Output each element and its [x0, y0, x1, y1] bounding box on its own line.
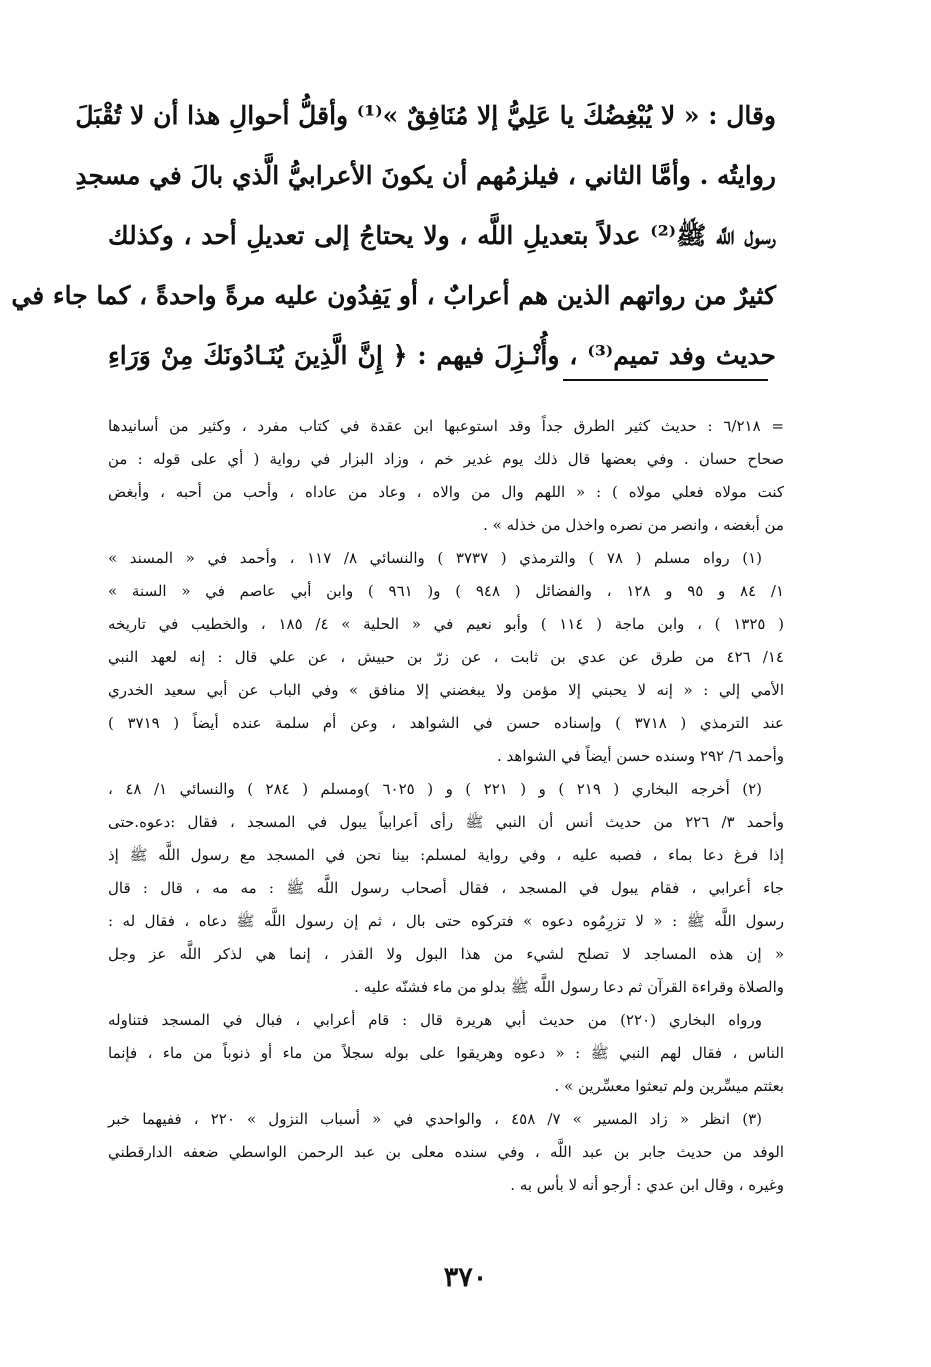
page-number: ٣٧٠ [443, 1262, 488, 1293]
footnote-line: بعثتم ميسِّرين ولم تبعثوا معسِّرين » . [554, 1077, 784, 1095]
footnote-line: (١) رواه مسلم ( ٧٨ ) والترمذي ( ٣٧٣٧ ) والنسائي ٨/ ١١٧ ، وأحمد في « المسند » [108, 549, 762, 567]
main-text-line: رسول اللَّه ﷺ⁽²⁾ عدلاً بتعديلِ اللَّه ، ولا يحتاجُ إلى تعديلِ أحد ، وكذلك [108, 221, 776, 250]
main-text-line: وقال : « لا يُبْغِضُكَ يا عَلِيُّ إلا مُنَافِقٌ »⁽¹⁾ وأقلُّ أحوالِ هذا أن لا تُقْبَلَ [75, 101, 776, 130]
footnote-line: وأحمد ٣/ ٢٢٦ من حديث أنس أن النبي ﷺ رأى أعرابياً يبول في المسجد ، فقال :دعوه.حتى [108, 813, 784, 831]
footnote-line: صحاح حسان . وفي بعضها قال ذلك يوم غدير خم ، وزاد البزار في رواية ( أي على قوله : من [108, 450, 784, 468]
footnote-line: ١/ ٨٤ و ٩٥ و ١٢٨ ، والفضائل ( ٩٤٨ ) و( ٩٦١ ) وابن أبي عاصم في « السنة » [108, 582, 785, 600]
footnotes [108, 410, 784, 1202]
footnote-line: جاء أعرابي ، فقام يبول في المسجد ، فقال أصحاب رسول اللَّه ﷺ : مه مه ، قال : قال [108, 879, 784, 897]
footnote-line: = ٦/٢١٨ : حديث كثير الطرق جداً وقد استوعبها ابن عقدة في كتاب مفرد ، وكثير من أسانيدها [108, 417, 784, 435]
footnote-line: والصلاة وقراءة القرآن ثم دعا رسول اللَّه ﷺ بدلو من ماء فشنّه عليه . [354, 978, 784, 996]
main-text-line: حديث وفد تميم⁽³⁾ ، وأُنْـزِلَ فيهم : ﴿ إِنَّ الَّذِينَ يُنَـادُونَكَ مِنْ وَرَاءِ [108, 341, 776, 370]
footnote-line: الوفد من حديث جابر بن عبد اللَّه ، وفي سنده معلى بن عبد الرحمن الواسطي ضعفه الدارقطني [108, 1143, 784, 1161]
footnote-line: (٣) انظر « زاد المسير » ٧/ ٤٥٨ ، والواحدي في « أسباب النزول » ٢٢٠ ، ففيهما خبر [108, 1110, 762, 1128]
footnote-line: وغيره ، وقال ابن عدي : أرجو أنه لا بأس به . [510, 1176, 784, 1194]
footnote-line: (٢) أخرجه البخاري ( ٢١٩ ) و ( ٢٢١ ) و ( ٦٠٢٥ )ومسلم ( ٢٨٤ ) والنسائي ١/ ٤٨ ، [108, 780, 763, 798]
footnote-line: ١٤/ ٤٢٦ من طرق عن عدي بن ثابت ، عن زرّ بن حبيش ، عن علي قال : إنه لعهد النبي [108, 648, 784, 666]
footnote-line: الناس ، فقال لهم النبي ﷺ : « دعوه وهريقوا على بوله سجلاً من ماء أو ذنوباً من ماء ، فإنما [108, 1044, 784, 1062]
footnote-line: الأمي إلي : « إنه لا يحبني إلا مؤمن ولا يبغضني إلا منافق » وفي الباب عن أبي سعيد الخدري [108, 681, 784, 699]
footnote-line: عند الترمذي ( ٣٧١٨ ) وإسناده حسن في الشواهد ، وعن أم سلمة عنده أيضاً ( ٣٧١٩ ) [108, 714, 785, 732]
footnote-line: كنت مولاه فعلي مولاه ) : « اللهم وال من والاه ، وعاد من عاداه ، وأحب من أحبه ، وأبغض [108, 483, 784, 501]
main-text-line: كثيرٌ من رواتهم الذين هم أعرابٌ ، أو يَفِدُون عليه مرةً واحدةً ، كما جاء في [11, 281, 776, 310]
footnote-line: وأحمد ٦/ ٢٩٢ وسنده حسن أيضاً في الشواهد . [497, 747, 784, 765]
footnote-line: ( ١٣٢٥ ) ، وابن ماجة ( ١١٤ ) وأبو نعيم في « الحلية » ٤/ ١٨٥ ، والخطيب في تاريخه [108, 615, 785, 633]
footnote-line: إذا فرغ دعا بماء ، فصبه عليه ، وفي رواية لمسلم: بينا نحن في المسجد مع رسول اللَّه ﷺ إذ [108, 846, 784, 864]
footnote-line: من أبغضه ، وانصر من نصره واخذل من خذله » . [483, 516, 784, 534]
footnote-line: ورواه البخاري (٢٢٠) من حديث أبي هريرة قال : قام أعرابي ، فبال في المسجد فتناوله [108, 1011, 762, 1029]
main-text-line: روايتُه . وأمَّا الثاني ، فيلزمُهم أن يكونَ الأعرابيُّ الَّذي بالَ في مسجدِ [75, 161, 776, 190]
footnote-line: « إن هذه المساجد لا تصلح لشيء من هذا البول ولا القذر ، إنما هي لذكر اللَّه عز وجل [108, 945, 784, 963]
footnote-line: رسول اللَّه ﷺ : « لا تزرِمُوه دعوه » فتركوه حتى بال ، ثم إن رسول اللَّه ﷺ دعاه ، فقال له : [108, 912, 784, 930]
footnote-separator [563, 379, 768, 381]
main-text [11, 86, 776, 386]
